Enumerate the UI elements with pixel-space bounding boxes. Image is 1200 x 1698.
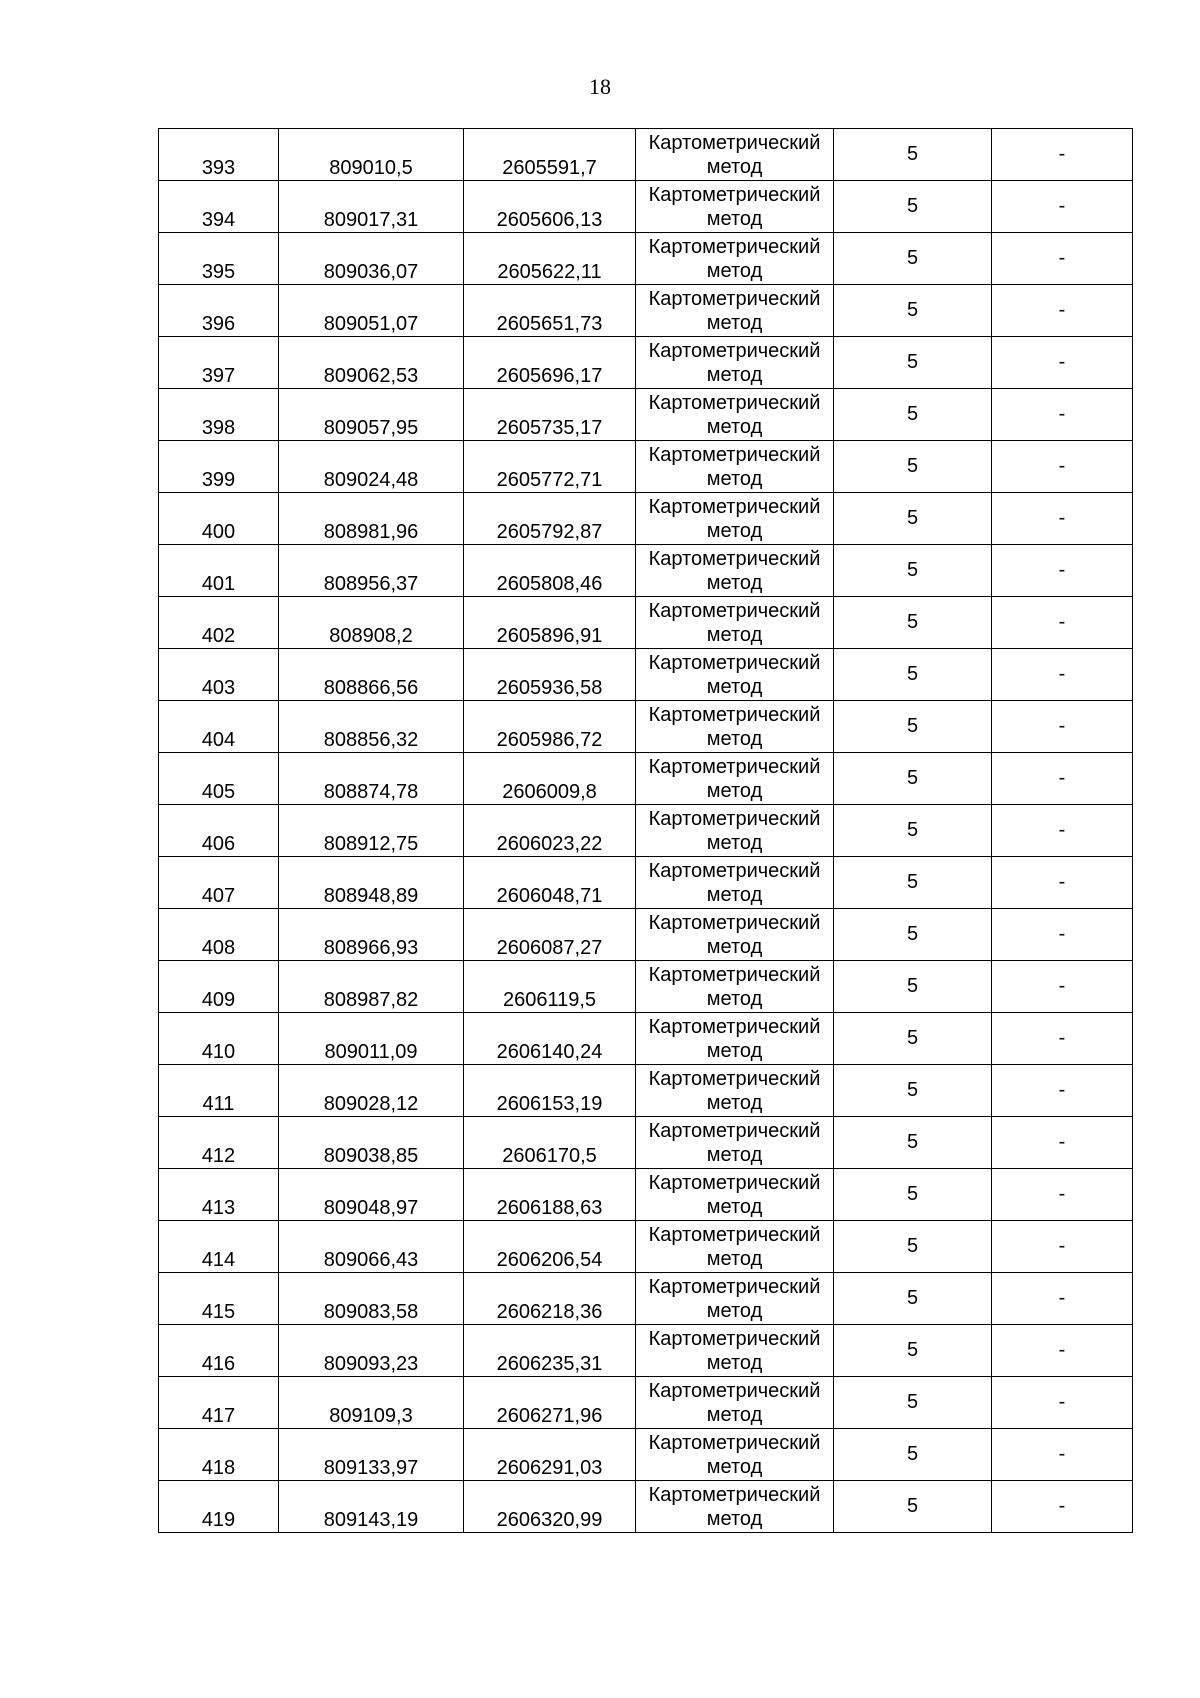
method-line-1: Картометрический: [648, 287, 821, 310]
point-number-cell: 398: [159, 389, 279, 441]
method-line-1: Картометрический: [648, 547, 821, 570]
table-row: [159, 1221, 1133, 1273]
y-coordinate-cell: 2605772,71: [464, 441, 636, 493]
description-cell: -: [992, 805, 1133, 857]
method-line-1: Картометрический: [648, 755, 821, 778]
table-row: [159, 181, 1133, 233]
method-line-2: метод: [706, 779, 763, 802]
method-cell: [636, 1273, 834, 1325]
x-coordinate-cell: 808981,96: [279, 493, 464, 545]
description-cell: -: [992, 1117, 1133, 1169]
method-line-2: метод: [706, 1195, 763, 1218]
method-line-1: Картометрический: [648, 1275, 821, 1298]
x-coordinate-cell: 809057,95: [279, 389, 464, 441]
method-cell: [636, 129, 834, 181]
table-row: [159, 1429, 1133, 1481]
accuracy-cell: 5: [834, 1429, 992, 1481]
method-cell: [636, 857, 834, 909]
method-cell: [636, 181, 834, 233]
method-cell: [636, 1065, 834, 1117]
method-line-1: Картометрический: [648, 703, 821, 726]
description-cell: -: [992, 1429, 1133, 1481]
method-cell: [636, 545, 834, 597]
table-row: [159, 1169, 1133, 1221]
table-row: [159, 1117, 1133, 1169]
method-line-2: метод: [706, 1039, 763, 1062]
point-number-cell: 405: [159, 753, 279, 805]
description-cell: -: [992, 129, 1133, 181]
y-coordinate-cell: 2606218,36: [464, 1273, 636, 1325]
description-cell: -: [992, 857, 1133, 909]
point-number-cell: 397: [159, 337, 279, 389]
point-number-cell: 396: [159, 285, 279, 337]
x-coordinate-cell: 809093,23: [279, 1325, 464, 1377]
point-number-cell: 408: [159, 909, 279, 961]
x-coordinate-cell: 809036,07: [279, 233, 464, 285]
method-line-2: метод: [706, 1091, 763, 1114]
method-line-1: Картометрический: [648, 1431, 821, 1454]
method-line-1: Картометрический: [648, 443, 821, 466]
point-number-cell: 407: [159, 857, 279, 909]
y-coordinate-cell: 2605651,73: [464, 285, 636, 337]
accuracy-cell: 5: [834, 493, 992, 545]
method-line-2: метод: [706, 831, 763, 854]
description-cell: -: [992, 181, 1133, 233]
y-coordinate-cell: 2606119,5: [464, 961, 636, 1013]
table-row: [159, 961, 1133, 1013]
description-cell: -: [992, 1013, 1133, 1065]
method-line-2: метод: [706, 207, 763, 230]
method-line-2: метод: [706, 1351, 763, 1374]
x-coordinate-cell: 808856,32: [279, 701, 464, 753]
x-coordinate-cell: 809083,58: [279, 1273, 464, 1325]
method-line-2: метод: [706, 259, 763, 282]
table-row: [159, 1481, 1133, 1533]
description-cell: -: [992, 441, 1133, 493]
method-line-1: Картометрический: [648, 391, 821, 414]
method-line-1: Картометрический: [648, 599, 821, 622]
table-row: [159, 1013, 1133, 1065]
x-coordinate-cell: 808908,2: [279, 597, 464, 649]
description-cell: -: [992, 389, 1133, 441]
method-line-1: Картометрический: [648, 859, 821, 882]
table-row: [159, 389, 1133, 441]
table-row: [159, 285, 1133, 337]
description-cell: -: [992, 909, 1133, 961]
method-line-1: Картометрический: [648, 183, 821, 206]
x-coordinate-cell: 808956,37: [279, 545, 464, 597]
y-coordinate-cell: 2606048,71: [464, 857, 636, 909]
method-cell: [636, 1377, 834, 1429]
method-line-1: Картометрический: [648, 1067, 821, 1090]
accuracy-cell: 5: [834, 233, 992, 285]
method-line-1: Картометрический: [648, 1119, 821, 1142]
accuracy-cell: 5: [834, 441, 992, 493]
y-coordinate-cell: 2606023,22: [464, 805, 636, 857]
y-coordinate-cell: 2605591,7: [464, 129, 636, 181]
accuracy-cell: 5: [834, 389, 992, 441]
accuracy-cell: 5: [834, 545, 992, 597]
x-coordinate-cell: 809048,97: [279, 1169, 464, 1221]
method-line-1: Картометрический: [648, 651, 821, 674]
accuracy-cell: 5: [834, 181, 992, 233]
point-number-cell: 399: [159, 441, 279, 493]
description-cell: -: [992, 545, 1133, 597]
description-cell: -: [992, 233, 1133, 285]
point-number-cell: 406: [159, 805, 279, 857]
method-line-2: метод: [706, 1507, 763, 1530]
description-cell: -: [992, 285, 1133, 337]
y-coordinate-cell: 2605696,17: [464, 337, 636, 389]
description-cell: -: [992, 1221, 1133, 1273]
point-number-cell: 402: [159, 597, 279, 649]
accuracy-cell: 5: [834, 597, 992, 649]
point-number-cell: 415: [159, 1273, 279, 1325]
accuracy-cell: 5: [834, 961, 992, 1013]
table-row: [159, 129, 1133, 181]
point-number-cell: 393: [159, 129, 279, 181]
method-line-1: Картометрический: [648, 495, 821, 518]
y-coordinate-cell: 2606153,19: [464, 1065, 636, 1117]
method-line-2: метод: [706, 467, 763, 490]
accuracy-cell: 5: [834, 285, 992, 337]
x-coordinate-cell: 809028,12: [279, 1065, 464, 1117]
method-cell: [636, 1117, 834, 1169]
method-line-2: метод: [706, 1143, 763, 1166]
table-row: [159, 701, 1133, 753]
y-coordinate-cell: 2605808,46: [464, 545, 636, 597]
accuracy-cell: 5: [834, 805, 992, 857]
method-line-2: метод: [706, 571, 763, 594]
table-row: [159, 545, 1133, 597]
table-row: [159, 753, 1133, 805]
point-number-cell: 418: [159, 1429, 279, 1481]
x-coordinate-cell: 809011,09: [279, 1013, 464, 1065]
x-coordinate-cell: 809038,85: [279, 1117, 464, 1169]
accuracy-cell: 5: [834, 753, 992, 805]
method-line-2: метод: [706, 311, 763, 334]
point-number-cell: 417: [159, 1377, 279, 1429]
y-coordinate-cell: 2606235,31: [464, 1325, 636, 1377]
point-number-cell: 400: [159, 493, 279, 545]
table-row: [159, 649, 1133, 701]
method-line-2: метод: [706, 935, 763, 958]
method-cell: [636, 701, 834, 753]
description-cell: -: [992, 337, 1133, 389]
description-cell: -: [992, 961, 1133, 1013]
x-coordinate-cell: 809066,43: [279, 1221, 464, 1273]
description-cell: -: [992, 1481, 1133, 1533]
method-line-2: метод: [706, 987, 763, 1010]
description-cell: -: [992, 1273, 1133, 1325]
y-coordinate-cell: 2605792,87: [464, 493, 636, 545]
y-coordinate-cell: 2605936,58: [464, 649, 636, 701]
x-coordinate-cell: 809133,97: [279, 1429, 464, 1481]
method-cell: [636, 909, 834, 961]
y-coordinate-cell: 2605896,91: [464, 597, 636, 649]
method-cell: [636, 805, 834, 857]
description-cell: -: [992, 1325, 1133, 1377]
method-cell: [636, 1013, 834, 1065]
accuracy-cell: 5: [834, 1169, 992, 1221]
description-cell: -: [992, 701, 1133, 753]
point-number-cell: 416: [159, 1325, 279, 1377]
x-coordinate-cell: 809051,07: [279, 285, 464, 337]
method-line-2: метод: [706, 1247, 763, 1270]
accuracy-cell: 5: [834, 1481, 992, 1533]
method-line-1: Картометрический: [648, 1223, 821, 1246]
y-coordinate-cell: 2606291,03: [464, 1429, 636, 1481]
point-number-cell: 395: [159, 233, 279, 285]
point-number-cell: 394: [159, 181, 279, 233]
y-coordinate-cell: 2606320,99: [464, 1481, 636, 1533]
x-coordinate-cell: 808948,89: [279, 857, 464, 909]
point-number-cell: 403: [159, 649, 279, 701]
accuracy-cell: 5: [834, 701, 992, 753]
method-line-2: метод: [706, 415, 763, 438]
y-coordinate-cell: 2606188,63: [464, 1169, 636, 1221]
accuracy-cell: 5: [834, 857, 992, 909]
accuracy-cell: 5: [834, 129, 992, 181]
method-line-2: метод: [706, 1403, 763, 1426]
table-row: [159, 857, 1133, 909]
point-number-cell: 409: [159, 961, 279, 1013]
accuracy-cell: 5: [834, 1273, 992, 1325]
table-row: [159, 337, 1133, 389]
method-line-2: метод: [706, 675, 763, 698]
point-number-cell: 413: [159, 1169, 279, 1221]
method-cell: [636, 649, 834, 701]
page-number: 18: [589, 74, 611, 99]
y-coordinate-cell: 2606206,54: [464, 1221, 636, 1273]
y-coordinate-cell: 2605735,17: [464, 389, 636, 441]
accuracy-cell: 5: [834, 1221, 992, 1273]
y-coordinate-cell: 2606170,5: [464, 1117, 636, 1169]
y-coordinate-cell: 2605622,11: [464, 233, 636, 285]
point-number-cell: 404: [159, 701, 279, 753]
method-cell: [636, 285, 834, 337]
y-coordinate-cell: 2606271,96: [464, 1377, 636, 1429]
x-coordinate-cell: 809143,19: [279, 1481, 464, 1533]
y-coordinate-cell: 2606009,8: [464, 753, 636, 805]
method-line-2: метод: [706, 883, 763, 906]
method-cell: [636, 441, 834, 493]
method-line-1: Картометрический: [648, 131, 821, 154]
method-line-1: Картометрический: [648, 1379, 821, 1402]
accuracy-cell: 5: [834, 1325, 992, 1377]
description-cell: -: [992, 649, 1133, 701]
table-row: [159, 233, 1133, 285]
table-row: [159, 1325, 1133, 1377]
method-line-1: Картометрический: [648, 1171, 821, 1194]
x-coordinate-cell: 808866,56: [279, 649, 464, 701]
x-coordinate-cell: 809017,31: [279, 181, 464, 233]
point-number-cell: 419: [159, 1481, 279, 1533]
accuracy-cell: 5: [834, 909, 992, 961]
accuracy-cell: 5: [834, 1065, 992, 1117]
description-cell: -: [992, 1065, 1133, 1117]
method-line-1: Картометрический: [648, 911, 821, 934]
table-row: [159, 493, 1133, 545]
method-line-2: метод: [706, 1299, 763, 1322]
method-cell: [636, 493, 834, 545]
method-cell: [636, 1481, 834, 1533]
table-row: [159, 441, 1133, 493]
point-number-cell: 401: [159, 545, 279, 597]
table-row: [159, 1377, 1133, 1429]
method-line-1: Картометрический: [648, 1015, 821, 1038]
table-row: [159, 1065, 1133, 1117]
x-coordinate-cell: 809024,48: [279, 441, 464, 493]
method-line-2: метод: [706, 623, 763, 646]
point-number-cell: 414: [159, 1221, 279, 1273]
table-row: [159, 1273, 1133, 1325]
method-line-1: Картометрический: [648, 1483, 821, 1506]
accuracy-cell: 5: [834, 1377, 992, 1429]
method-line-1: Картометрический: [648, 963, 821, 986]
method-line-2: метод: [706, 519, 763, 542]
method-cell: [636, 597, 834, 649]
method-line-1: Картометрический: [648, 235, 821, 258]
method-line-1: Картометрический: [648, 807, 821, 830]
table-row: [159, 909, 1133, 961]
method-cell: [636, 337, 834, 389]
point-number-cell: 411: [159, 1065, 279, 1117]
method-cell: [636, 389, 834, 441]
x-coordinate-cell: 808912,75: [279, 805, 464, 857]
point-number-cell: 410: [159, 1013, 279, 1065]
y-coordinate-cell: 2606140,24: [464, 1013, 636, 1065]
accuracy-cell: 5: [834, 1013, 992, 1065]
method-line-2: метод: [706, 1455, 763, 1478]
x-coordinate-cell: 808966,93: [279, 909, 464, 961]
coordinates-table: [158, 128, 1133, 1533]
description-cell: -: [992, 1377, 1133, 1429]
method-cell: [636, 1429, 834, 1481]
x-coordinate-cell: 809062,53: [279, 337, 464, 389]
method-cell: [636, 1325, 834, 1377]
accuracy-cell: 5: [834, 1117, 992, 1169]
method-cell: [636, 1221, 834, 1273]
description-cell: -: [992, 1169, 1133, 1221]
method-cell: [636, 961, 834, 1013]
x-coordinate-cell: 808987,82: [279, 961, 464, 1013]
accuracy-cell: 5: [834, 649, 992, 701]
method-line-1: Картометрический: [648, 1327, 821, 1350]
method-line-2: метод: [706, 363, 763, 386]
method-cell: [636, 1169, 834, 1221]
x-coordinate-cell: 808874,78: [279, 753, 464, 805]
method-cell: [636, 753, 834, 805]
method-line-1: Картометрический: [648, 339, 821, 362]
description-cell: -: [992, 597, 1133, 649]
method-line-2: метод: [706, 155, 763, 178]
x-coordinate-cell: 809109,3: [279, 1377, 464, 1429]
table-row: [159, 597, 1133, 649]
y-coordinate-cell: 2606087,27: [464, 909, 636, 961]
description-cell: -: [992, 753, 1133, 805]
method-line-2: метод: [706, 727, 763, 750]
y-coordinate-cell: 2605606,13: [464, 181, 636, 233]
coordinates-table-body: [159, 129, 1133, 1533]
description-cell: -: [992, 493, 1133, 545]
x-coordinate-cell: 809010,5: [279, 129, 464, 181]
y-coordinate-cell: 2605986,72: [464, 701, 636, 753]
table-row: [159, 805, 1133, 857]
method-cell: [636, 233, 834, 285]
point-number-cell: 412: [159, 1117, 279, 1169]
accuracy-cell: 5: [834, 337, 992, 389]
